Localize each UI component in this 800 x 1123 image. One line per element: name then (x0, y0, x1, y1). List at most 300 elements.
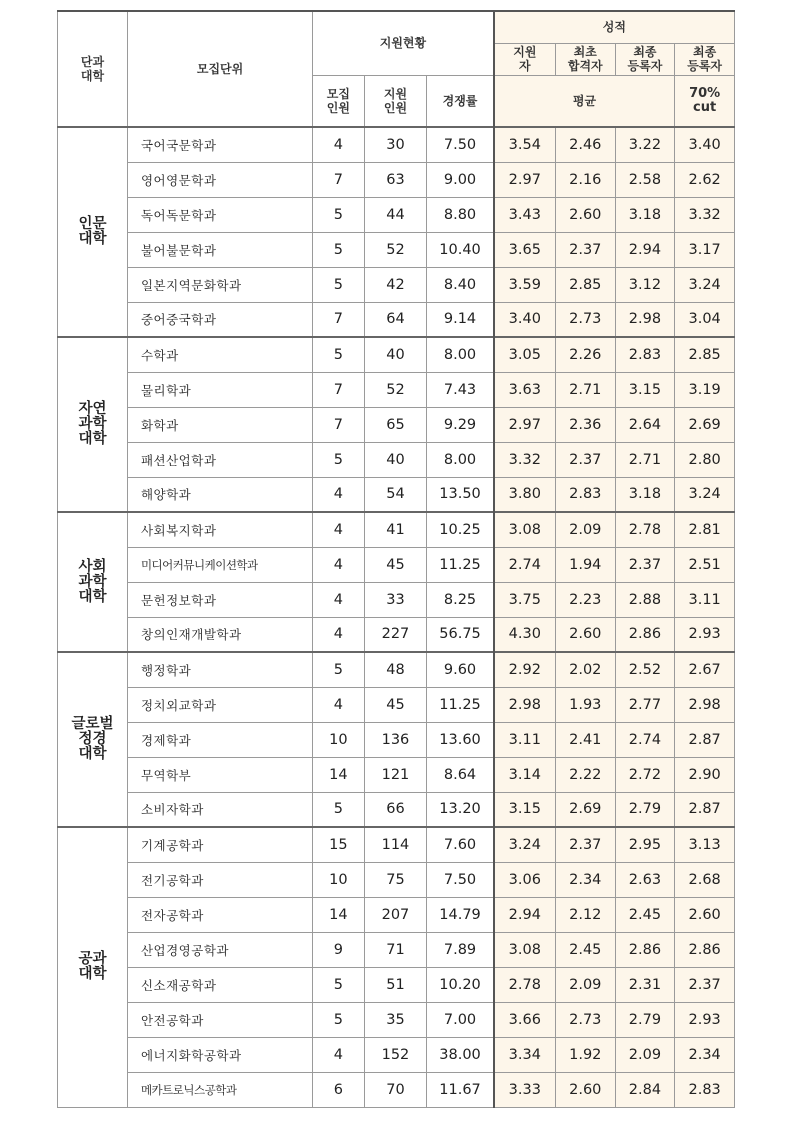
college-name: 글로벌 정경 대학 (58, 652, 128, 827)
applicants-cell: 75 (364, 862, 427, 897)
department-cell (127, 162, 312, 197)
department-name: 소비자학과 (140, 802, 204, 818)
first-passer-average-cell: 2.85 (555, 267, 615, 302)
cut70-cell: 2.81 (675, 512, 735, 547)
applicants-cell: 64 (364, 302, 427, 337)
table-row (58, 687, 735, 722)
department-cell (127, 792, 312, 827)
applicant-average-cell: 4.30 (494, 617, 556, 652)
department-cell (127, 827, 312, 862)
applicant-average-cell: 3.66 (494, 1002, 556, 1037)
table-row (58, 547, 735, 582)
applicant-average-cell: 3.15 (494, 792, 556, 827)
department-cell (127, 442, 312, 477)
competition-rate-cell: 9.29 (427, 407, 494, 442)
cut70-cell: 3.17 (675, 232, 735, 267)
final-registered-average-cell: 2.79 (615, 1002, 675, 1037)
competition-rate-cell: 9.00 (427, 162, 494, 197)
first-passer-average-cell: 2.73 (555, 1002, 615, 1037)
final-registered-average-cell: 2.77 (615, 687, 675, 722)
department-name: 안전공학과 (140, 1012, 204, 1028)
applicants-cell: 152 (364, 1037, 427, 1072)
competition-rate-cell: 7.50 (427, 127, 494, 162)
department-cell (127, 512, 312, 547)
quota-cell: 10 (313, 862, 364, 897)
applicants-cell: 54 (364, 477, 427, 512)
applicant-average-cell: 2.92 (494, 652, 556, 687)
first-passer-average-cell: 2.73 (555, 302, 615, 337)
quota-cell: 7 (313, 407, 364, 442)
applicant-average-cell: 3.65 (494, 232, 556, 267)
table-row (58, 827, 735, 862)
application-status-header: 지원현황 (313, 11, 494, 75)
cut70-cell: 2.60 (675, 897, 735, 932)
department-name: 메카트로닉스공학과 (140, 1082, 237, 1097)
final-registered-average-cell: 2.45 (615, 897, 675, 932)
department-name: 산업경영공학과 (140, 942, 229, 958)
final-registered-average-cell: 2.98 (615, 302, 675, 337)
college-name: 자연 과학 대학 (58, 337, 128, 512)
department-name: 중어중국학과 (140, 312, 217, 328)
department-name: 전기공학과 (140, 872, 204, 888)
department-cell (127, 302, 312, 337)
final-registered-average-cell: 2.64 (615, 407, 675, 442)
applicants-cell: 63 (364, 162, 427, 197)
quota-cell: 5 (313, 792, 364, 827)
applicants-cell: 207 (364, 897, 427, 932)
competition-rate-cell: 11.67 (427, 1072, 494, 1107)
department-name: 신소재공학과 (140, 977, 217, 993)
first-passer-average-cell: 2.09 (555, 512, 615, 547)
applicants-cell: 45 (364, 687, 427, 722)
department-cell (127, 617, 312, 652)
college-name: 인문 대학 (58, 127, 128, 337)
final-registered-average-cell: 2.74 (615, 722, 675, 757)
final-registered-average-cell: 2.86 (615, 932, 675, 967)
competition-rate-cell: 8.40 (427, 267, 494, 302)
applicants-cell: 70 (364, 1072, 427, 1107)
competition-rate-cell: 9.60 (427, 652, 494, 687)
department-cell (127, 897, 312, 932)
table-row (58, 302, 735, 337)
competition-rate-cell: 8.80 (427, 197, 494, 232)
final-registered-average-cell: 2.86 (615, 617, 675, 652)
table-row (58, 862, 735, 897)
final-registered-average-cell: 2.83 (615, 337, 675, 372)
department-name: 정치외교학과 (140, 697, 217, 713)
department-cell (127, 652, 312, 687)
applicants-cell: 44 (364, 197, 427, 232)
final-registered-average-cell: 2.58 (615, 162, 675, 197)
cut70-cell: 2.90 (675, 757, 735, 792)
quota-cell: 4 (313, 687, 364, 722)
first-passer-average-cell: 2.34 (555, 862, 615, 897)
department-cell (127, 232, 312, 267)
competition-rate-cell: 10.25 (427, 512, 494, 547)
final-registered-average-cell: 2.37 (615, 547, 675, 582)
table-row (58, 337, 735, 372)
final-registered-average-cell: 2.88 (615, 582, 675, 617)
department-cell (127, 547, 312, 582)
competition-rate-cell: 13.60 (427, 722, 494, 757)
quota-cell: 14 (313, 897, 364, 932)
cut70-cell: 3.04 (675, 302, 735, 337)
department-cell (127, 337, 312, 372)
table-row (58, 967, 735, 1002)
table-row (58, 722, 735, 757)
quota-cell: 6 (313, 1072, 364, 1107)
first-passer-average-cell: 2.36 (555, 407, 615, 442)
department-name: 독어독문학과 (140, 207, 217, 223)
first-passer-average-cell: 2.37 (555, 232, 615, 267)
applicants-cell: 42 (364, 267, 427, 302)
quota-cell: 14 (313, 757, 364, 792)
department-cell (127, 582, 312, 617)
department-cell (127, 372, 312, 407)
competition-rate-cell: 8.64 (427, 757, 494, 792)
competition-rate-cell: 8.00 (427, 442, 494, 477)
applicants-cell: 35 (364, 1002, 427, 1037)
final-registered-average-cell: 2.94 (615, 232, 675, 267)
table-row (58, 512, 735, 547)
competition-rate-cell: 7.43 (427, 372, 494, 407)
final-registered-average-cell: 2.84 (615, 1072, 675, 1107)
department-name: 미디어커뮤니케이션학과 (140, 557, 258, 572)
table-row (58, 267, 735, 302)
department-name: 창의인재개발학과 (140, 627, 242, 643)
applicant-average-cell: 3.08 (494, 932, 556, 967)
final-registered-average-cell: 3.15 (615, 372, 675, 407)
cut70-cell: 3.32 (675, 197, 735, 232)
department-cell (127, 932, 312, 967)
quota-cell: 4 (313, 547, 364, 582)
applicants-cell: 71 (364, 932, 427, 967)
applicants-cell: 41 (364, 512, 427, 547)
quota-cell: 7 (313, 162, 364, 197)
competition-rate-cell: 11.25 (427, 687, 494, 722)
department-cell (127, 862, 312, 897)
competition-rate-cell: 13.20 (427, 792, 494, 827)
department-name: 기계공학과 (140, 837, 204, 853)
quota-cell: 5 (313, 197, 364, 232)
final-registered-average-cell: 2.72 (615, 757, 675, 792)
department-name: 물리학과 (140, 382, 192, 398)
first-passer-average-cell: 2.46 (555, 127, 615, 162)
first-passer-average-cell: 2.41 (555, 722, 615, 757)
cut70-cell: 2.67 (675, 652, 735, 687)
table-row (58, 582, 735, 617)
first-passer-average-cell: 2.12 (555, 897, 615, 932)
applicants-cell: 33 (364, 582, 427, 617)
applicant-average-cell: 2.97 (494, 407, 556, 442)
applicants-cell: 65 (364, 407, 427, 442)
quota-cell: 5 (313, 652, 364, 687)
department-name: 문헌정보학과 (140, 592, 217, 608)
first-passer-average-cell: 2.60 (555, 1072, 615, 1107)
table-row (58, 477, 735, 512)
table-row (58, 197, 735, 232)
department-name: 일본지역문화학과 (140, 277, 242, 293)
first-passer-average-cell: 2.71 (555, 372, 615, 407)
quota-header: 모집 인원 (313, 75, 364, 127)
applicant-average-cell: 3.11 (494, 722, 556, 757)
competition-rate-cell: 7.89 (427, 932, 494, 967)
table-row (58, 372, 735, 407)
department-cell (127, 1072, 312, 1107)
applicants-cell: 48 (364, 652, 427, 687)
department-name: 에너지화학공학과 (140, 1047, 242, 1063)
first-passer-average-cell: 2.22 (555, 757, 615, 792)
college-name: 사회 과학 대학 (58, 512, 128, 652)
table-row (58, 1072, 735, 1107)
table-row (58, 932, 735, 967)
applicants-cell: 121 (364, 757, 427, 792)
department-name: 화학과 (140, 417, 179, 433)
final-registered-header: 최종 등록자 (615, 43, 675, 75)
applicant-average-cell: 3.63 (494, 372, 556, 407)
final-registered-average-cell: 3.22 (615, 127, 675, 162)
cut70-cell: 2.83 (675, 1072, 735, 1107)
department-name: 해양학과 (140, 487, 192, 503)
applicant-average-cell: 3.05 (494, 337, 556, 372)
applicant-average-cell: 2.98 (494, 687, 556, 722)
cut70-cell: 2.62 (675, 162, 735, 197)
applicants-cell: 30 (364, 127, 427, 162)
cut70-cell: 3.24 (675, 477, 735, 512)
first-passer-average-cell: 2.69 (555, 792, 615, 827)
final-registered-average-cell: 2.31 (615, 967, 675, 1002)
competition-rate-cell: 10.20 (427, 967, 494, 1002)
applicant-average-cell: 3.43 (494, 197, 556, 232)
applicant-average-cell: 3.80 (494, 477, 556, 512)
table-row (58, 652, 735, 687)
competition-rate-cell: 56.75 (427, 617, 494, 652)
final-registered-average-cell: 2.52 (615, 652, 675, 687)
quota-cell: 5 (313, 232, 364, 267)
cut70-cell: 2.69 (675, 407, 735, 442)
final-registered-average-cell: 3.18 (615, 477, 675, 512)
first-passer-average-cell: 2.37 (555, 827, 615, 862)
department-cell (127, 407, 312, 442)
first-passer-header: 최초 합격자 (555, 43, 615, 75)
final-registered-average-cell: 2.71 (615, 442, 675, 477)
quota-cell: 7 (313, 372, 364, 407)
first-passer-average-cell: 1.94 (555, 547, 615, 582)
department-name: 행정학과 (140, 662, 192, 678)
department-name: 사회복지학과 (140, 522, 217, 538)
applicant-average-cell: 3.34 (494, 1037, 556, 1072)
quota-cell: 5 (313, 267, 364, 302)
unit-header: 모집단위 (127, 11, 312, 127)
cut70-cell: 2.34 (675, 1037, 735, 1072)
cut70-cell: 2.85 (675, 337, 735, 372)
applicant-average-cell: 3.75 (494, 582, 556, 617)
applicant-average-cell: 3.59 (494, 267, 556, 302)
applicant-average-cell: 3.54 (494, 127, 556, 162)
quota-cell: 5 (313, 337, 364, 372)
applicants-cell: 45 (364, 547, 427, 582)
first-passer-average-cell: 2.37 (555, 442, 615, 477)
applicants-cell: 227 (364, 617, 427, 652)
first-passer-average-cell: 2.02 (555, 652, 615, 687)
competition-rate-cell: 8.00 (427, 337, 494, 372)
applicant-average-cell: 3.08 (494, 512, 556, 547)
cut70-cell: 2.93 (675, 1002, 735, 1037)
cut70-cell: 3.40 (675, 127, 735, 162)
table-row (58, 127, 735, 162)
table-body (58, 127, 735, 1107)
table-row (58, 407, 735, 442)
college-name: 공과 대학 (58, 827, 128, 1107)
final-registered-average-cell: 3.18 (615, 197, 675, 232)
quota-cell: 7 (313, 302, 364, 337)
table-row (58, 792, 735, 827)
competition-rate-header: 경쟁률 (427, 75, 494, 127)
applicants-cell: 66 (364, 792, 427, 827)
applicant-average-cell: 3.33 (494, 1072, 556, 1107)
department-cell (127, 477, 312, 512)
first-passer-average-cell: 2.16 (555, 162, 615, 197)
applicant-average-cell: 3.24 (494, 827, 556, 862)
competition-rate-cell: 13.50 (427, 477, 494, 512)
department-cell (127, 127, 312, 162)
final-registered-average-cell: 3.12 (615, 267, 675, 302)
department-cell (127, 267, 312, 302)
final-registered-average-cell: 2.95 (615, 827, 675, 862)
first-passer-average-cell: 2.45 (555, 932, 615, 967)
table-row (58, 1002, 735, 1037)
department-cell (127, 197, 312, 232)
final-registered-average-cell: 2.79 (615, 792, 675, 827)
applicants-cell: 40 (364, 442, 427, 477)
applicant-grade-header: 지원 자 (494, 43, 556, 75)
department-name: 패션산업학과 (140, 452, 217, 468)
quota-cell: 5 (313, 1002, 364, 1037)
table-row (58, 757, 735, 792)
applicant-average-cell: 3.40 (494, 302, 556, 337)
college-header: 단과 대학 (58, 11, 128, 127)
quota-cell: 4 (313, 1037, 364, 1072)
cut70-cell: 3.13 (675, 827, 735, 862)
quota-cell: 4 (313, 582, 364, 617)
department-name: 무역학부 (140, 767, 192, 783)
applicants-header: 지원 인원 (364, 75, 427, 127)
department-cell (127, 722, 312, 757)
department-name: 영어영문학과 (140, 172, 217, 188)
department-cell (127, 687, 312, 722)
cut70-cell: 3.19 (675, 372, 735, 407)
cut70-cell: 2.68 (675, 862, 735, 897)
applicants-cell: 136 (364, 722, 427, 757)
table-row (58, 232, 735, 267)
first-passer-average-cell: 2.09 (555, 967, 615, 1002)
applicants-cell: 114 (364, 827, 427, 862)
first-passer-average-cell: 2.26 (555, 337, 615, 372)
department-name: 전자공학과 (140, 907, 204, 923)
department-cell (127, 1002, 312, 1037)
first-passer-average-cell: 2.60 (555, 197, 615, 232)
cut70-cell: 2.98 (675, 687, 735, 722)
quota-cell: 5 (313, 442, 364, 477)
quota-cell: 4 (313, 477, 364, 512)
applicant-average-cell: 2.74 (494, 547, 556, 582)
competition-rate-cell: 9.14 (427, 302, 494, 337)
cut70-cell: 2.86 (675, 932, 735, 967)
quota-cell: 15 (313, 827, 364, 862)
department-name: 불어불문학과 (140, 242, 217, 258)
final-registered-average-cell: 2.63 (615, 862, 675, 897)
applicant-average-cell: 2.94 (494, 897, 556, 932)
applicants-cell: 40 (364, 337, 427, 372)
final-registered-average-cell: 2.09 (615, 1037, 675, 1072)
first-passer-average-cell: 2.60 (555, 617, 615, 652)
applicants-cell: 52 (364, 232, 427, 267)
applicant-average-cell: 3.32 (494, 442, 556, 477)
applicant-average-cell: 2.78 (494, 967, 556, 1002)
department-cell (127, 757, 312, 792)
quota-cell: 4 (313, 127, 364, 162)
first-passer-average-cell: 1.93 (555, 687, 615, 722)
cut70-header: 70% cut (675, 75, 735, 127)
cut70-cell: 2.87 (675, 722, 735, 757)
applicant-average-cell: 3.06 (494, 862, 556, 897)
department-cell (127, 1037, 312, 1072)
final-registered-header-2: 최종 등록자 (675, 43, 735, 75)
applicant-average-cell: 2.97 (494, 162, 556, 197)
cut70-cell: 3.24 (675, 267, 735, 302)
grades-header: 성적 (494, 11, 735, 43)
cut70-cell: 2.87 (675, 792, 735, 827)
applicants-cell: 52 (364, 372, 427, 407)
quota-cell: 4 (313, 617, 364, 652)
quota-cell: 10 (313, 722, 364, 757)
average-header: 평균 (494, 75, 675, 127)
competition-rate-cell: 7.00 (427, 1002, 494, 1037)
first-passer-average-cell: 1.92 (555, 1037, 615, 1072)
competition-rate-cell: 7.60 (427, 827, 494, 862)
table-row (58, 1037, 735, 1072)
competition-rate-cell: 38.00 (427, 1037, 494, 1072)
quota-cell: 9 (313, 932, 364, 967)
cut70-cell: 3.11 (675, 582, 735, 617)
table-row (58, 442, 735, 477)
admission-results-table (57, 10, 735, 1108)
cut70-cell: 2.93 (675, 617, 735, 652)
department-name: 국어국문학과 (140, 137, 217, 153)
table-row (58, 617, 735, 652)
first-passer-average-cell: 2.23 (555, 582, 615, 617)
applicant-average-cell: 3.14 (494, 757, 556, 792)
table-row (58, 897, 735, 932)
department-name: 경제학과 (140, 732, 192, 748)
cut70-cell: 2.37 (675, 967, 735, 1002)
department-name: 수학과 (140, 347, 179, 363)
applicants-cell: 51 (364, 967, 427, 1002)
department-cell (127, 967, 312, 1002)
final-registered-average-cell: 2.78 (615, 512, 675, 547)
quota-cell: 5 (313, 967, 364, 1002)
first-passer-average-cell: 2.83 (555, 477, 615, 512)
competition-rate-cell: 8.25 (427, 582, 494, 617)
competition-rate-cell: 7.50 (427, 862, 494, 897)
competition-rate-cell: 11.25 (427, 547, 494, 582)
quota-cell: 4 (313, 512, 364, 547)
cut70-cell: 2.80 (675, 442, 735, 477)
competition-rate-cell: 10.40 (427, 232, 494, 267)
cut70-cell: 2.51 (675, 547, 735, 582)
table-header (58, 11, 735, 127)
competition-rate-cell: 14.79 (427, 897, 494, 932)
